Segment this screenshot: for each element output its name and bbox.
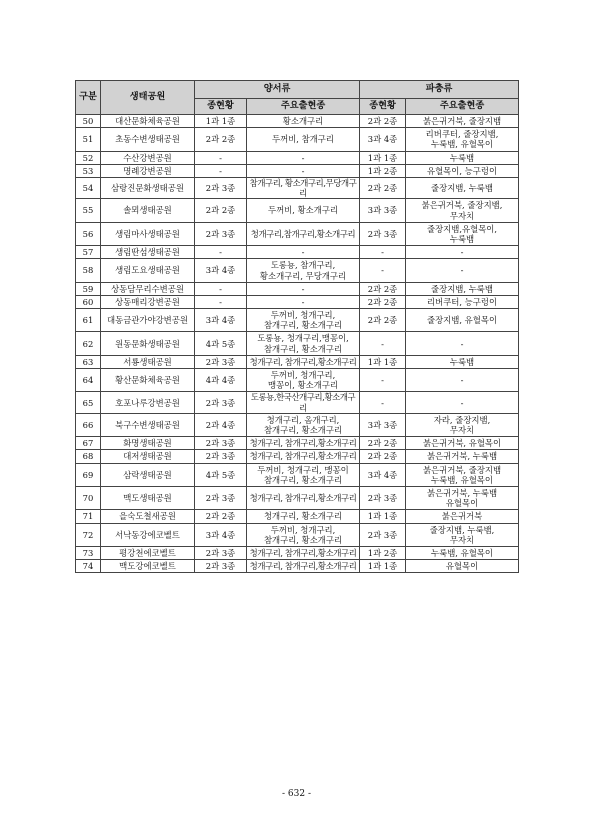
row-number: 71 [76,510,101,523]
amphibian-species: 청개구리, 참개구리,황소개구리 [247,487,360,510]
row-number: 57 [76,246,101,259]
amphibian-species: - [247,282,360,295]
amphibian-species: 청개구리, 참개구리,황소개구리 [247,546,360,559]
reptile-status: - [360,332,406,355]
reptile-species: 리버쿠터, 능구렁이 [406,295,519,308]
row-number: 55 [76,199,101,222]
header-park: 생태공원 [101,81,195,115]
amphibian-status: 2과 3종 [195,560,247,573]
park-name: 상동매리강변공원 [101,295,195,308]
reptile-species: 유혈목이, 능구렁이 [406,164,519,177]
amphibian-status: - [195,282,247,295]
reptile-species: 누룩뱀 [406,151,519,164]
amphibian-species: 두꺼비, 청개구리, 맹꽁이 참개구리, 황소개구리 [247,463,360,486]
table-row [76,115,519,128]
amphibian-species: 두꺼비, 황소개구리 [247,199,360,222]
park-name: 생림도요생태공원 [101,259,195,282]
park-name: 화명생태공원 [101,437,195,450]
reptile-status: 1과 2종 [360,164,406,177]
row-number: 63 [76,355,101,368]
amphibian-species: 청개구리, 옴개구리, 참개구리, 황소개구리 [247,413,360,436]
park-name: 을숙도철새공원 [101,510,195,523]
reptile-species: 붉은귀거북, 유혈목이 [406,437,519,450]
table-row [76,369,519,392]
table-row [76,151,519,164]
row-number: 67 [76,437,101,450]
table-row [76,355,519,368]
amphibian-species: - [247,295,360,308]
amphibian-status: 3과 4종 [195,309,247,332]
row-number: 74 [76,560,101,573]
reptile-status: 2과 3종 [360,222,406,245]
amphibian-status: 1과 1종 [195,115,247,128]
row-number: 72 [76,523,101,546]
amphibian-species: 청개구리, 참개구리,황소개구리 [247,355,360,368]
header-amphibian-status: 종현황 [195,99,247,115]
amphibian-status: 2과 2종 [195,199,247,222]
amphibian-status: 2과 2종 [195,510,247,523]
reptile-species: - [406,332,519,355]
reptile-species: 누룩뱀, 유혈목이 [406,546,519,559]
row-number: 54 [76,177,101,198]
reptile-species: 붉은귀거북, 줄장지뱀 [406,115,519,128]
park-name: 대산문화체육공원 [101,115,195,128]
table-row [76,560,519,573]
park-name: 생림딴섬생태공원 [101,246,195,259]
reptile-status: 2과 3종 [360,487,406,510]
table-row [76,246,519,259]
reptile-species: 줄장지뱀, 누룩뱀 [406,177,519,198]
park-name: 황산문화체육공원 [101,369,195,392]
reptile-status: 2과 2종 [360,450,406,463]
park-name: 대저생태공원 [101,450,195,463]
reptile-species: 줄장지뱀,유혈목이, 누룩뱀 [406,222,519,245]
amphibian-status: 2과 3종 [195,355,247,368]
reptile-species: - [406,246,519,259]
table-row [76,510,519,523]
table-body [76,115,519,573]
reptile-species: 붉은귀거북 [406,510,519,523]
amphibian-species: 청개구리, 참개구리,황소개구리 [247,437,360,450]
reptile-species: 붉은귀거북, 누룩뱀 [406,450,519,463]
header-reptile-status: 종현황 [360,99,406,115]
reptile-status: - [360,259,406,282]
amphibian-species: 두꺼비, 청개구리, 참개구리, 황소개구리 [247,309,360,332]
park-name: 삼랑진문화생태공원 [101,177,195,198]
reptile-status: 2과 2종 [360,282,406,295]
row-number: 50 [76,115,101,128]
table-row [76,523,519,546]
row-number: 66 [76,413,101,436]
reptile-species: 자라, 줄장지뱀, 무자치 [406,413,519,436]
reptile-species: 줄장지뱀, 누룩뱀 [406,282,519,295]
amphibian-species: - [247,246,360,259]
reptile-status: - [360,392,406,413]
amphibian-species: 도롱뇽, 청개구리,맹꽁이, 참개구리, 황소개구리 [247,332,360,355]
reptile-status: 1과 2종 [360,546,406,559]
reptile-status: 2과 2종 [360,115,406,128]
reptile-status: 1과 1종 [360,151,406,164]
park-name: 삼락생태공원 [101,463,195,486]
table-header [76,81,519,115]
table-row [76,450,519,463]
park-name: 솔뫼생태공원 [101,199,195,222]
reptile-status: 2과 2종 [360,437,406,450]
reptile-species: 누룩뱀 [406,355,519,368]
park-name: 명례강변공원 [101,164,195,177]
amphibian-species: 두꺼비, 참개구리 [247,128,360,151]
row-number: 51 [76,128,101,151]
row-number: 56 [76,222,101,245]
amphibian-status: 3과 4종 [195,523,247,546]
reptile-species: 리버쿠터, 줄장지뱀, 누룩뱀, 유혈목이 [406,128,519,151]
amphibian-species: 청개구리,참개구리,황소개구리 [247,222,360,245]
amphibian-status: 2과 3종 [195,437,247,450]
amphibian-status: - [195,246,247,259]
table-row [76,282,519,295]
table-row [76,177,519,198]
park-name: 수산강변공원 [101,151,195,164]
reptile-status: 2과 2종 [360,309,406,332]
amphibian-species: 청개구리, 참개구리,황소개구리 [247,450,360,463]
amphibian-species: 두꺼비, 청개구리, 참개구리, 황소개구리 [247,523,360,546]
amphibian-status: 3과 4종 [195,259,247,282]
amphibian-status: 2과 3종 [195,546,247,559]
reptile-species: 줄장지뱀, 유혈목이 [406,309,519,332]
park-name: 북구수변생태공원 [101,413,195,436]
reptile-status: 2과 2종 [360,177,406,198]
amphibian-status: 2과 3종 [195,177,247,198]
amphibian-status: 2과 3종 [195,222,247,245]
reptile-species: - [406,392,519,413]
park-name: 맥도생태공원 [101,487,195,510]
reptile-species: 붉은귀거북, 줄장지뱀 누룩뱀, 유혈목이 [406,463,519,486]
reptile-species: 줄장지뱀, 누룩뱀, 무자치 [406,523,519,546]
table-row [76,463,519,486]
row-number: 69 [76,463,101,486]
reptile-status: 3과 4종 [360,463,406,486]
table-row [76,222,519,245]
amphibian-status: - [195,151,247,164]
reptile-status: - [360,369,406,392]
amphibian-status: 4과 5종 [195,463,247,486]
header-amphibians: 양서류 [195,81,360,99]
amphibian-status: 2과 4종 [195,413,247,436]
table-row [76,199,519,222]
table-row [76,332,519,355]
amphibian-species: 두꺼비, 청개구리, 맹꽁이, 황소개구리 [247,369,360,392]
amphibian-status: 2과 2종 [195,128,247,151]
table-row [76,546,519,559]
amphibian-species: - [247,164,360,177]
park-name: 원동문화생태공원 [101,332,195,355]
park-name: 호포나루강변공원 [101,392,195,413]
amphibian-species: 청개구리, 황소개구리 [247,510,360,523]
header-reptile-species: 주요출현종 [406,99,519,115]
reptile-status: 3과 3종 [360,199,406,222]
reptile-status: 1과 1종 [360,560,406,573]
amphibian-species: - [247,151,360,164]
park-name: 서룡생태공원 [101,355,195,368]
table-row [76,164,519,177]
reptile-species: 유혈목이 [406,560,519,573]
park-name: 서낙동강에코벨트 [101,523,195,546]
row-number: 52 [76,151,101,164]
row-number: 73 [76,546,101,559]
reptile-status: 2과 3종 [360,523,406,546]
row-number: 70 [76,487,101,510]
row-number: 61 [76,309,101,332]
amphibian-species: 참개구리, 황소개구리,무당개구리 [247,177,360,198]
amphibian-status: 4과 4종 [195,369,247,392]
amphibian-status: 2과 3종 [195,487,247,510]
park-name: 평강천에코벨트 [101,546,195,559]
table-row [76,295,519,308]
amphibian-status: 2과 3종 [195,392,247,413]
header-reptiles: 파충류 [360,81,519,99]
table-row [76,392,519,413]
park-name: 대동금관가야강변공원 [101,309,195,332]
reptile-status: 3과 3종 [360,413,406,436]
amphibian-status: 4과 5종 [195,332,247,355]
amphibian-species: 도롱뇽, 참개구리, 황소개구리, 무당개구리 [247,259,360,282]
reptile-species: 붉은귀거북, 줄장지뱀, 무자치 [406,199,519,222]
table-row [76,128,519,151]
row-number: 59 [76,282,101,295]
row-number: 68 [76,450,101,463]
row-number: 58 [76,259,101,282]
reptile-species: - [406,259,519,282]
row-number: 64 [76,369,101,392]
reptile-species: 붉은귀거북, 누룩뱀 유혈목이 [406,487,519,510]
park-name: 초동수변생태공원 [101,128,195,151]
species-table [75,80,519,573]
reptile-status: - [360,246,406,259]
row-number: 65 [76,392,101,413]
amphibian-status: - [195,164,247,177]
row-number: 53 [76,164,101,177]
reptile-status: 1과 1종 [360,510,406,523]
reptile-status: 3과 4종 [360,128,406,151]
park-name: 맥도강에코벨트 [101,560,195,573]
table-row [76,309,519,332]
table-row [76,413,519,436]
table-row [76,259,519,282]
table-row [76,437,519,450]
reptile-status: 1과 1종 [360,355,406,368]
table-row [76,487,519,510]
reptile-species: - [406,369,519,392]
reptile-status: 2과 2종 [360,295,406,308]
amphibian-species: 황소개구리 [247,115,360,128]
amphibian-status: 2과 3종 [195,450,247,463]
amphibian-status: - [195,295,247,308]
row-number: 60 [76,295,101,308]
amphibian-species: 청개구리, 참개구리,황소개구리 [247,560,360,573]
page-number: - 632 - [282,789,311,799]
park-name: 상동담무리수변공원 [101,282,195,295]
amphibian-species: 도롱뇽,한국산개구리,황소개구리 [247,392,360,413]
header-gubun: 구분 [76,81,101,115]
row-number: 62 [76,332,101,355]
header-amphibian-species: 주요출현종 [247,99,360,115]
park-name: 생림마사생태공원 [101,222,195,245]
